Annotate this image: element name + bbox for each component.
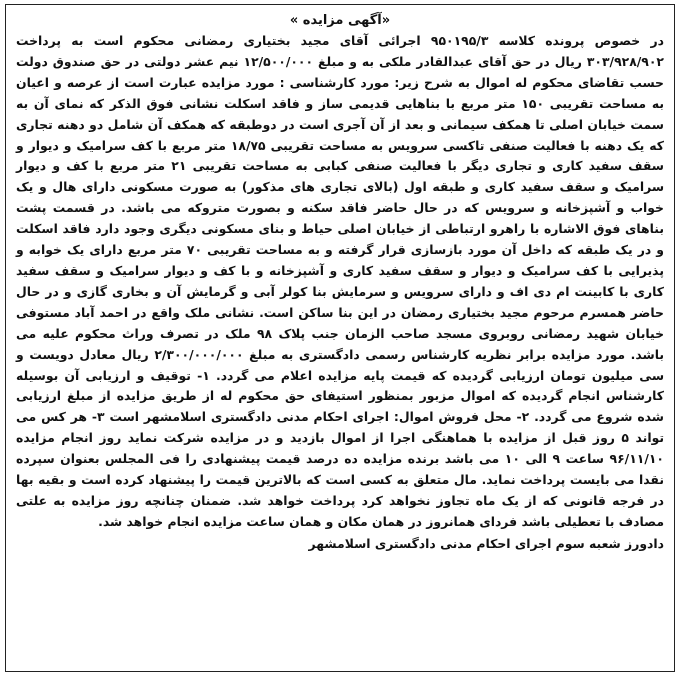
notice-title: «آگهی مزایده » xyxy=(289,13,391,28)
notice-body-paragraph: در خصوص پرونده کلاسه ۹۵۰۱۹۵/۳ اجرائی آقای مجید بختیاری رمضانی محکوم است به پرداخت ۳۰۳/۹۲۸/۹۰۲ ریال در حق آقای عبدالقادر ملکی به و مبلغ ۱۲/۵۰۰/۰۰۰ نیم عشر دولتی در حق صندوق دولت حسب تقاضای محکوم له اموال به شرح زیر: مورد کارشناسی : مورد مزایده عبارت است از عرصه و اعیان به مساحت تقریبی ۱۵۰ متر مربع با بناهایی قدیمی ساز و فاقد اسکلت نشانی فوق الذکر که نمای آن به سمت خیابان اصلی تا همکف سیمانی و بعد از آن آجری است در دوطبقه که همکف آن شامل دو دهنه تجاری که یک دهنه با فعالیت صنفی تاکسی سرویس به مساحت تقریبی ۱۸/۷۵ متر مربع با کف سرامیک و دیوار و سقف سفید کاری و تجاری دیگر با فعالیت صنفی کبابی به مساحت تقریبی ۲۱ متر مربع با کف و دیوار سرامیک و سقف سفید کاری و طبقه اول (بالای تجاری های مذکور) به صورت مسکونی دارای هال و یک خواب و آشپزخانه و سرویس که در حال حاضر فاقد سکنه و بصورت متروکه می باشد. در قسمت پشت بناهای فوق الاشاره با راهرو ارتباطی از خیابان اصلی حیاط و بنای مسکونی دیگری وجود دارد فاقد اسکلت و در یک طبقه که داخل آن مورد بازسازی قرار گرفته و به مساحت تقریبی ۷۰ متر مربع دارای یک خوابه و پذیرایی با کف سرامیک و دیوار و سقف سفید کاری و آشپزخانه و با کف و دیوار سرامیک و سقف سفید کاری با کابینت ام دی اف و دارای سرویس و سرمایش بنا کولر آبی و گرمایش آن و بخاری گازی و در حال حاضر همسرم مرحوم مجید بختیاری رمضان در این بنا ساکن است. نشانی ملک واقع در احمد آباد مستوفی خیابان شهید رمضانی روبروی مسجد صاحب الزمان جنب پلاک ۹۸ ملک در تصرف وراث محکوم علیه می باشد. مورد مزایده برابر نظریه کارشناس رسمی دادگستری به مبلغ ۲/۳۰۰/۰۰۰/۰۰۰ ریال معادل دویست و سی میلیون تومان ارزیابی گردیده که قیمت پایه مزایده اعلام می گردد. ۱- توقیف و ارزیابی آن بوسیله کارشناس انجام گردیده که اموال مزبور بمنظور استیفای حق محکوم له از طریق مزایده از مبلغ ارزیابی شده شروع می گردد. ۲- محل فروش اموال: اجرای احکام مدنی دادگستری اسلامشهر است ۳- هر کس می تواند ۵ روز قبل از مزایده با هماهنگی اجرا از اموال بازدید و در مزایده شرکت نماید روز انجام مزایده ۹۶/۱۱/۱۰ ساعت ۹ الی ۱۰ می باشد برنده مزایده ده درصد قیمت پیشنهادی را فی المجلس بعنوان سپرده نقدا می بایست پرداخت نماید. مال متعلق به کسی است که بالاترین قیمت را پیشنهاد کرده است و بقیه بها در فرجه قانونی که از یک ماه تجاوز نخواهد کرد پرداخت خواهد شد. ضمنان چنانچه روز مزایده به علتی مصادف با تعطیلی باشد فردای همانروز در همان مکان و همان ساعت مزایده انجام خواهد شد. xyxy=(16,33,665,529)
notice-signature: دادورز شعبه سوم اجرای احکام مدنی دادگستری اسلامشهر xyxy=(308,535,664,551)
notice-frame xyxy=(5,4,675,672)
notice-body xyxy=(16,31,664,533)
